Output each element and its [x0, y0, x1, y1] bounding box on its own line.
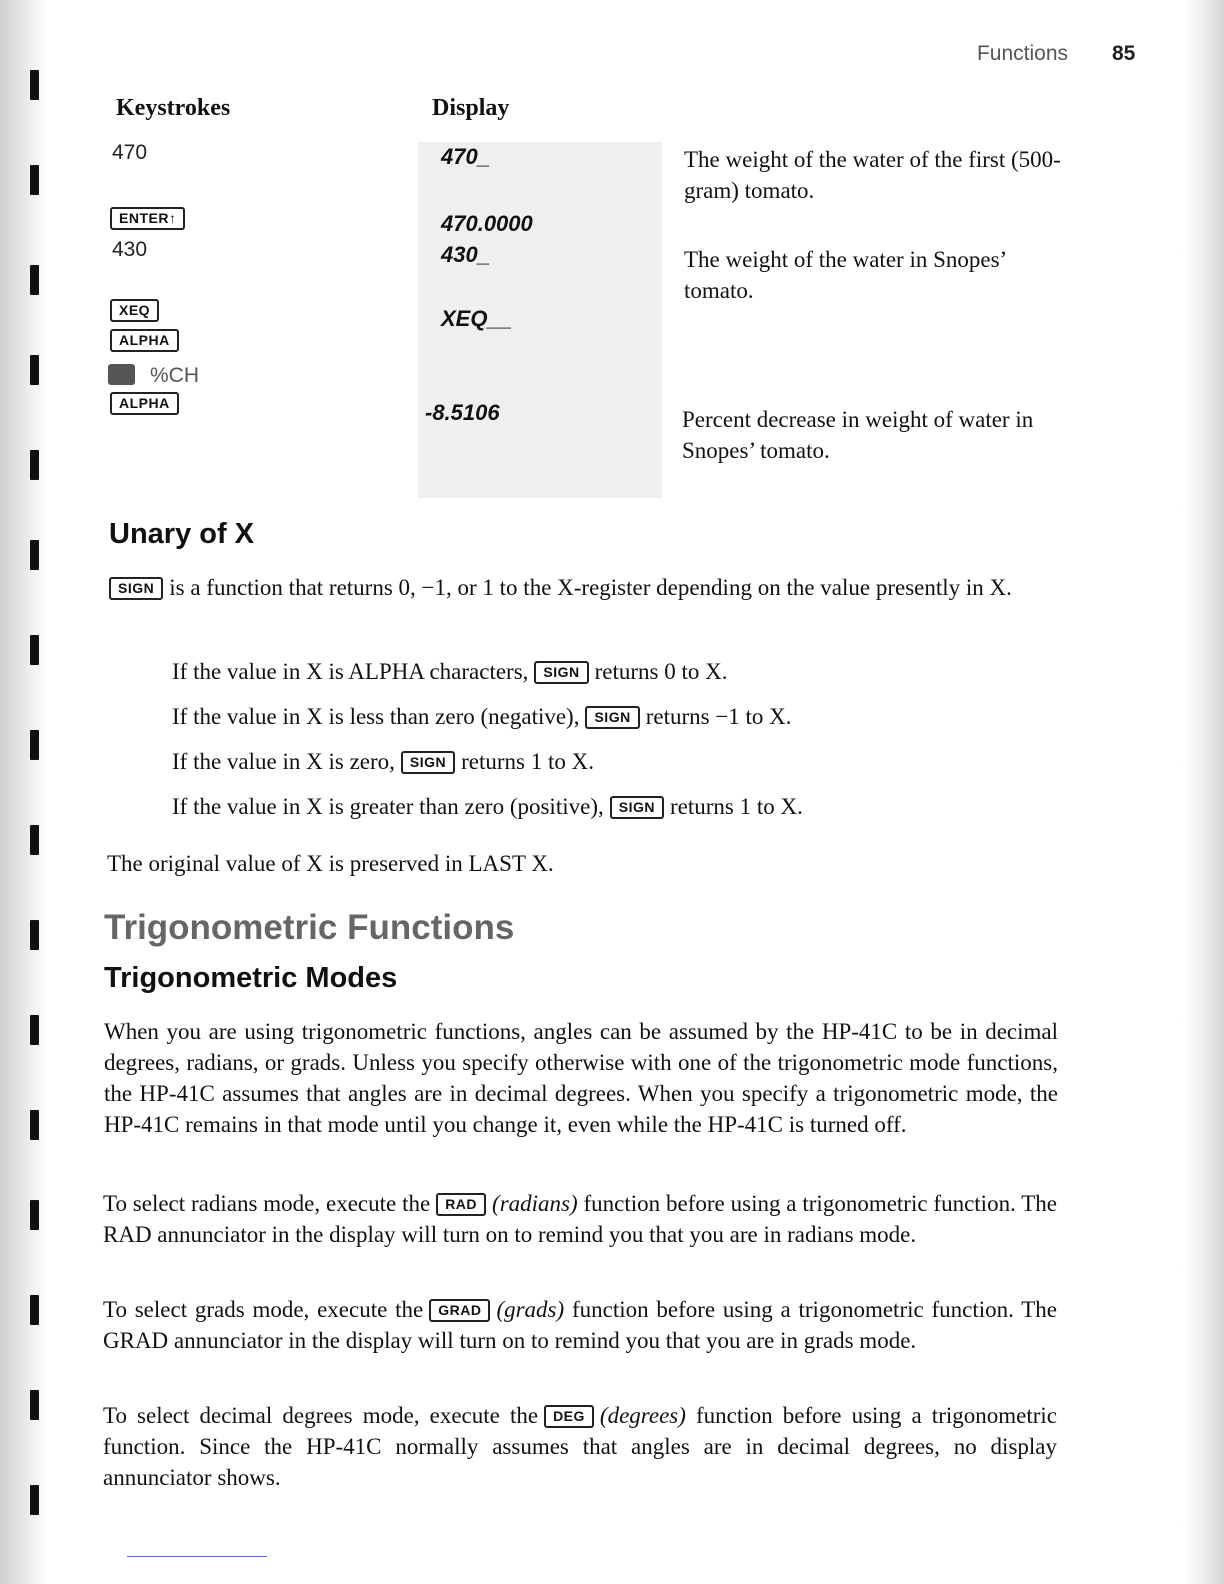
sign-intro-paragraph — [109, 572, 1069, 603]
case-result: returns 1 to X. — [461, 749, 595, 774]
binding-hole — [30, 355, 39, 385]
running-header — [976, 42, 1136, 66]
sign-key: SIGN — [109, 577, 163, 600]
shift-key-icon — [108, 364, 135, 385]
page-edge-shadow — [0, 0, 46, 1584]
display-470-0000: 470.0000 — [441, 211, 533, 236]
case-result: returns −1 to X. — [645, 704, 792, 729]
paragraph-text: function before using a trigonometric function. The RAD annunciator in the display will turn on to remind you that you are in radians mode. — [103, 1191, 1058, 1247]
case-text: If the value in X is zero, — [172, 749, 395, 774]
binding-hole — [30, 1485, 39, 1515]
xeq-key: XEQ — [110, 299, 159, 322]
binding-hole — [30, 1390, 39, 1420]
display-470: 470_ — [441, 144, 490, 169]
description-snopes-tomato: The weight of the water in Snopes’ tomato. — [684, 247, 1006, 303]
subheading-trig-modes: Trigonometric Modes — [104, 962, 398, 994]
alpha-key: ALPHA — [110, 392, 179, 415]
sign-case-positive — [172, 794, 803, 821]
sign-intro-text: is a function that returns 0, −1, or 1 to the X-register depending on the value presently in X. — [169, 575, 1012, 600]
case-result: returns 1 to X. — [669, 794, 803, 819]
keystroke-470: 470 — [112, 141, 148, 164]
description-first-tomato: The weight of the water of the first (500-gram) tomato. — [684, 147, 1061, 203]
alpha-key: ALPHA — [110, 329, 179, 352]
keystrokes-heading: Keystrokes — [116, 95, 231, 121]
binding-hole — [30, 165, 39, 195]
page-edge-shadow-right — [1182, 0, 1224, 1584]
display-heading: Display — [432, 95, 510, 121]
last-x-note: The original value of X is preserved in LAST X. — [107, 851, 554, 876]
trig-intro-paragraph: When you are using trigonometric functions, angles can be assumed by the HP-41C to be in decimal degrees, radians, or grads. Unless you specify otherwise with one of the trigonometric mode functions, the HP-41C assumes that angles are in decimal degrees. When you specify a trigonometric mode, the HP-41C remains in that mode until you change it, even while the HP-41C is turned off. — [104, 1019, 1058, 1137]
sign-case-negative — [172, 704, 792, 731]
display-result: -8.5106 — [425, 400, 500, 425]
degrees-paragraph — [103, 1400, 1057, 1493]
footer-rule — [127, 1556, 267, 1557]
paragraph-text: function before using a trigonometric function. The GRAD annunciator in the display will turn on to remind you that you are in grads mode. — [103, 1297, 1057, 1353]
binding-hole — [30, 730, 39, 760]
sign-case-alpha — [172, 659, 728, 686]
display-xeq: XEQ__ — [441, 306, 512, 331]
section-heading-unary: Unary of X — [109, 518, 255, 550]
binding-hole — [30, 1110, 39, 1140]
binding-hole — [30, 540, 39, 570]
binding-hole — [30, 70, 39, 100]
description-percent-decrease: Percent decrease in weight of water in Snopes’ tomato. — [682, 407, 1034, 463]
binding-hole — [30, 265, 39, 295]
case-text: If the value in X is less than zero (negative), — [172, 704, 580, 729]
sign-key: SIGN — [585, 706, 639, 729]
binding-hole — [30, 1200, 39, 1230]
paragraph-text: function before using a trigonometric function. Since the HP-41C normally assumes that angles are in decimal degrees, no display annunciator shows. — [103, 1403, 1057, 1490]
case-text: If the value in X is greater than zero (positive), — [172, 794, 604, 819]
page-number: 85 — [1111, 42, 1136, 65]
binding-hole — [30, 1015, 39, 1045]
function-name: (grads) — [496, 1297, 565, 1322]
case-result: returns 0 to X. — [594, 659, 728, 684]
case-text: If the value in X is ALPHA characters, — [172, 659, 529, 684]
keystroke-pch: %CH — [150, 364, 200, 387]
binding-hole — [30, 635, 39, 665]
binding-hole — [30, 825, 39, 855]
sign-key: SIGN — [610, 796, 664, 819]
sign-key: SIGN — [401, 751, 455, 774]
enter-key: ENTER↑ — [110, 207, 185, 230]
radians-paragraph — [103, 1188, 1057, 1250]
function-name: (degrees) — [599, 1403, 686, 1428]
grad-key: GRAD — [429, 1299, 490, 1322]
paragraph-text: To select radians mode, execute the — [103, 1191, 431, 1216]
sign-case-zero — [172, 749, 594, 776]
grads-paragraph — [103, 1294, 1057, 1356]
section-heading-trig: Trigonometric Functions — [104, 908, 515, 947]
section-name: Functions — [976, 42, 1068, 65]
deg-key: DEG — [544, 1405, 594, 1428]
function-name: (radians) — [492, 1191, 578, 1216]
paragraph-text: To select decimal degrees mode, execute the — [103, 1403, 539, 1428]
sign-key: SIGN — [534, 661, 588, 684]
rad-key: RAD — [436, 1193, 486, 1216]
keystroke-430: 430 — [112, 238, 148, 261]
display-430: 430_ — [441, 242, 490, 267]
binding-hole — [30, 920, 39, 950]
binding-hole — [30, 1295, 39, 1325]
paragraph-text: To select grads mode, execute the — [103, 1297, 424, 1322]
binding-hole — [30, 450, 39, 480]
